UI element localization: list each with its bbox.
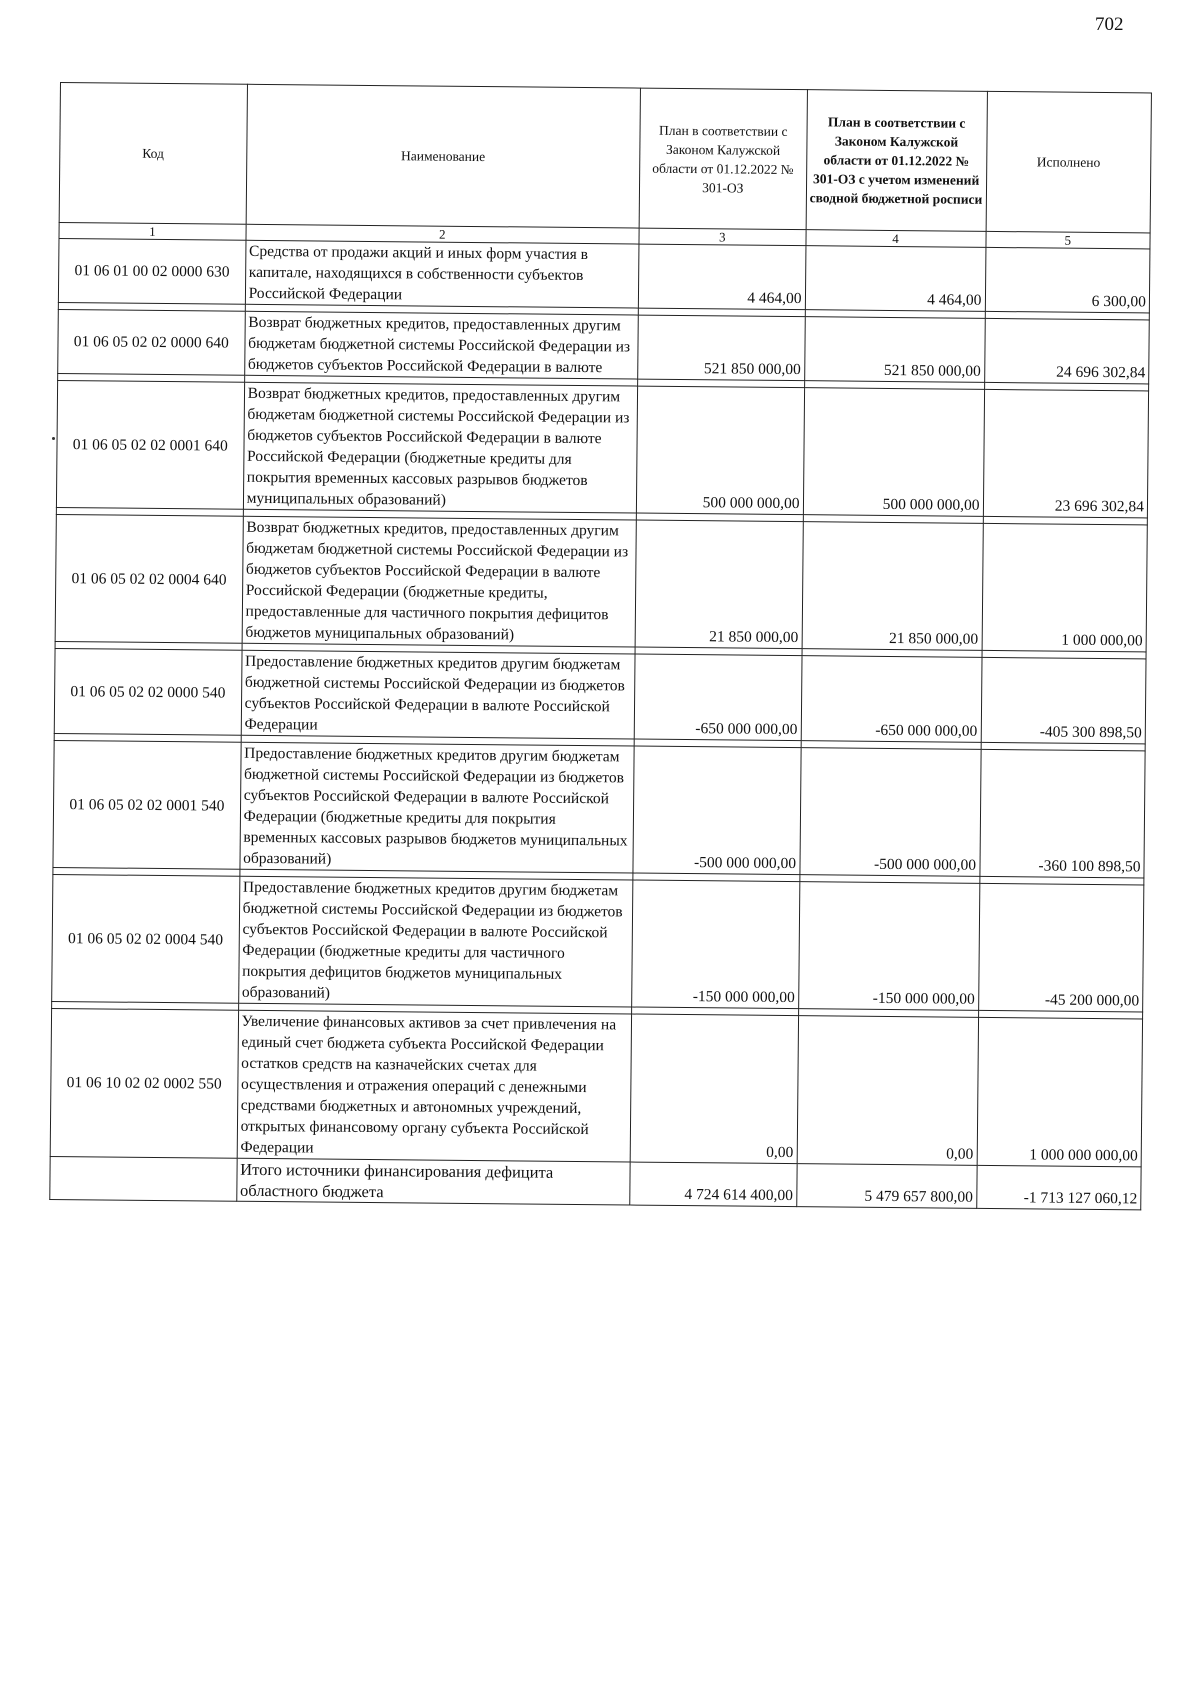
row-name: Средства от продажи акций и иных форм участия в капитале, находящихся в собственности субъектов Российской Федерации <box>245 240 639 308</box>
row-plan: 4 464,00 <box>638 244 805 310</box>
table-row <box>50 1008 1142 1166</box>
row-executed: 6 300,00 <box>985 247 1150 313</box>
row-plan: -500 000 000,00 <box>633 746 801 875</box>
row-executed: 1 000 000,00 <box>982 523 1148 652</box>
table-row <box>53 740 1145 877</box>
row-name: Возврат бюджетных кредитов, предоставленных другим бюджетам бюджетной системы Российской Федерации из бюджетов субъектов Российской Федерации в валюте Российской Федерации (бюджетные кредиты для покрытия временных кассовых разрывов бюджетов муниципальных образований) <box>243 382 637 513</box>
row-name: Возврат бюджетных кредитов, предоставленных другим бюджетам бюджетной системы Российской Федерации из бюджетов субъектов Российской Федерации в валюте Российской Федерации (бюджетные кредиты, предоставленные для частичного покрытия дефицитов бюджетов муниципальных образований) <box>242 516 636 647</box>
row-plan-adjusted: -150 000 000,00 <box>798 882 979 1011</box>
row-executed: 24 696 302,84 <box>984 318 1149 384</box>
row-plan-adjusted: 4 464,00 <box>805 246 986 312</box>
row-code: 01 06 05 02 02 0001 540 <box>53 740 241 869</box>
row-executed: -360 100 898,50 <box>979 749 1145 878</box>
header-row <box>59 83 1151 233</box>
total-executed: -1 713 127 060,12 <box>976 1165 1141 1210</box>
row-code: 01 06 01 00 02 0000 630 <box>58 238 245 304</box>
row-code: 01 06 05 02 02 0004 540 <box>52 874 240 1003</box>
table-row <box>56 380 1148 517</box>
row-plan-adjusted: 521 850 000,00 <box>804 317 985 383</box>
row-name: Увеличение финансовых активов за счет привлечения на единый счет бюджета субъекта Российской Федерации остатков средств на казначейских счетах для осуществления и отражения операций с денежными средствами бюджетных и автономных учреждений, открытых финансовому органу субъекта Российской Федерации <box>237 1010 632 1162</box>
row-code: 01 06 05 02 02 0000 540 <box>54 648 241 735</box>
row-plan: 500 000 000,00 <box>636 386 804 515</box>
row-name: Предоставление бюджетных кредитов другим бюджетам бюджетной системы Российской Федерации из бюджетов субъектов Российской Федерации в валюте Российской Федерации <box>241 650 635 739</box>
budget-sources-table <box>49 82 1152 1210</box>
row-executed: -45 200 000,00 <box>978 883 1144 1012</box>
total-row <box>50 1156 1141 1209</box>
page-number: 702 <box>1095 14 1124 35</box>
row-plan-adjusted: 500 000 000,00 <box>803 388 984 517</box>
table-row <box>58 309 1150 383</box>
table-row <box>54 648 1146 743</box>
row-name: Возврат бюджетных кредитов, предоставленных другим бюджетам бюджетной системы Российской Федерации из бюджетов субъектов Российской Федерации в валюте <box>244 311 638 379</box>
column-number: 5 <box>985 231 1150 249</box>
row-plan: -650 000 000,00 <box>634 654 801 741</box>
column-number: 3 <box>639 228 806 246</box>
total-plan: 4 724 614 400,00 <box>630 1162 797 1207</box>
row-code: 01 06 05 02 02 0001 640 <box>56 380 244 509</box>
row-code: 01 06 10 02 02 0002 550 <box>50 1008 238 1158</box>
header-code: Код <box>59 83 247 225</box>
row-executed: -405 300 898,50 <box>981 657 1146 744</box>
row-code: 01 06 05 02 02 0004 640 <box>55 514 243 643</box>
total-code <box>50 1156 237 1201</box>
scan-speck <box>52 437 55 440</box>
row-executed: 1 000 000 000,00 <box>977 1017 1143 1167</box>
table-row <box>58 238 1150 312</box>
row-plan: 0,00 <box>630 1014 798 1164</box>
row-plan-adjusted: 21 850 000,00 <box>802 522 983 651</box>
column-number: 2 <box>246 224 639 244</box>
header-plan: План в соответствии с Законом Калужской области от 01.12.2022 № 301-ОЗ <box>639 88 807 230</box>
total-plan-adjusted: 5 479 657 800,00 <box>796 1164 976 1209</box>
header-name: Наименование <box>246 84 641 228</box>
row-plan: 21 850 000,00 <box>635 520 803 649</box>
row-executed: 23 696 302,84 <box>983 389 1149 518</box>
column-number: 1 <box>59 222 246 240</box>
row-code: 01 06 05 02 02 0000 640 <box>58 309 245 375</box>
header-executed: Исполнено <box>986 91 1152 233</box>
header-plan-adjusted: План в соответствии с Законом Калужской области от 01.12.2022 № 301-ОЗ с учетом изменений сводной бюджетной росписи <box>806 90 987 232</box>
row-plan-adjusted: -650 000 000,00 <box>801 656 982 743</box>
row-name: Предоставление бюджетных кредитов другим бюджетам бюджетной системы Российской Федерации из бюджетов субъектов Российской Федерации в валюте Российской Федерации (бюджетные кредиты для частичного покрытия дефицитов бюджетов муниципальных образований) <box>238 876 632 1007</box>
total-name: Итого источники финансирования дефицита областного бюджета <box>236 1158 630 1205</box>
row-plan: 521 850 000,00 <box>638 315 805 381</box>
row-plan-adjusted: -500 000 000,00 <box>799 748 980 877</box>
column-number: 4 <box>806 230 986 248</box>
table-row <box>55 514 1147 651</box>
row-plan-adjusted: 0,00 <box>797 1016 978 1166</box>
row-name: Предоставление бюджетных кредитов другим бюджетам бюджетной системы Российской Федерации из бюджетов субъектов Российской Федерации в валюте Российской Федерации (бюджетные кредиты для покрытия временных кассовых разрывов бюджетов муниципальных образований) <box>240 742 634 873</box>
row-plan: -150 000 000,00 <box>632 880 800 1009</box>
table-row <box>52 874 1144 1011</box>
